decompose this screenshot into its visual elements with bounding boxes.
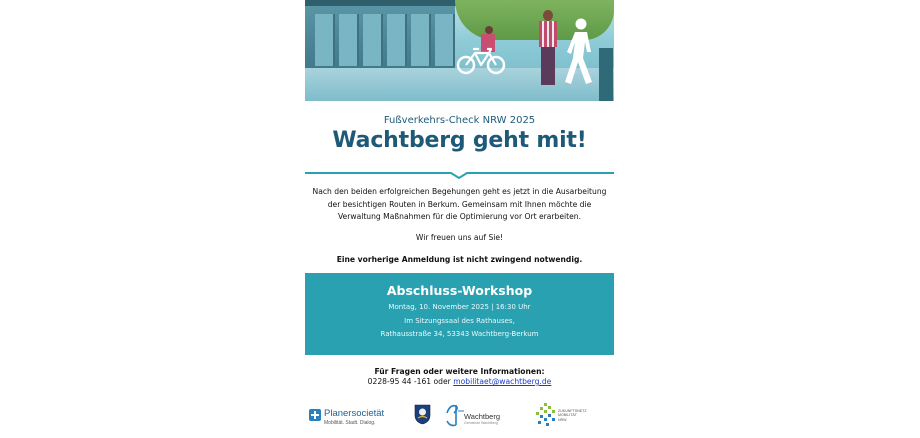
planersocietaet-logo [309,408,409,430]
building [305,0,455,72]
coat-of-arms-icon [414,403,431,425]
zm-line-1: ZUKUNFTSNETZ [558,409,587,413]
logo-row [305,398,614,434]
page-title: Wachtberg geht mit! [332,128,587,153]
wachtberg-sub: Gemeinde Wachtberg [464,421,498,425]
thanks-text: Wir freuen uns auf Sie! [415,233,504,242]
wachtberg-mark-icon [444,401,466,429]
contact-line [305,377,614,386]
workshop-date: Montag, 10. November 2025 | 16:30 Uhr [388,303,531,311]
subtitle: Fußverkehrs-Check NRW 2025 [383,115,536,126]
contact-email-link[interactable]: mobilitaet@wachtberg.de [453,377,552,386]
zm-line-2: MOBILITÄT [558,413,577,418]
zukunftsnetz-mark-icon [534,401,558,429]
planersocietaet-tag: Mobilität. Stadt. Dialog. [324,420,376,426]
workshop-heading: Abschluss-Workshop [386,283,533,298]
wachtberg-name: Wachtberg [464,412,500,421]
contact-phone: 0228-95 44 -161 oder [367,377,454,386]
planersocietaet-name: Planersocietät [324,408,385,419]
pedestrian-person [537,10,559,90]
plus-icon [309,409,321,421]
zukunftsnetz-logo [534,401,587,429]
workshop-address: Rathausstraße 34, 53343 Wachtberg-Berkum [380,330,539,338]
intro-text: Nach den beiden erfolgreichen Begehungen geht es jetzt in die Ausarbeitung der besichtigen Routen in Berkum. Gemeinsam mit Ihnen möchte die Verwaltung Maßnahmen für die Optimierung vor Ort erarbeiten. [312,187,607,221]
bicycle-icon [455,46,507,76]
flyer [305,0,614,438]
wachtberg-logo [444,401,506,429]
hero-photo [305,0,614,101]
pedestrian-icon [559,18,599,86]
registration-note: Eine vorherige Anmeldung ist nicht zwingend notwendig. [336,255,583,264]
divider-line [305,164,614,180]
zm-line-3: NRW [558,417,567,422]
zukunftsnetz-text [558,409,587,422]
workshop-band [305,273,614,355]
pillar [599,48,613,101]
contact-title: Für Fragen oder weitere Informationen: [374,367,545,376]
workshop-place: Im Sitzungssaal des Rathauses, [404,317,515,325]
